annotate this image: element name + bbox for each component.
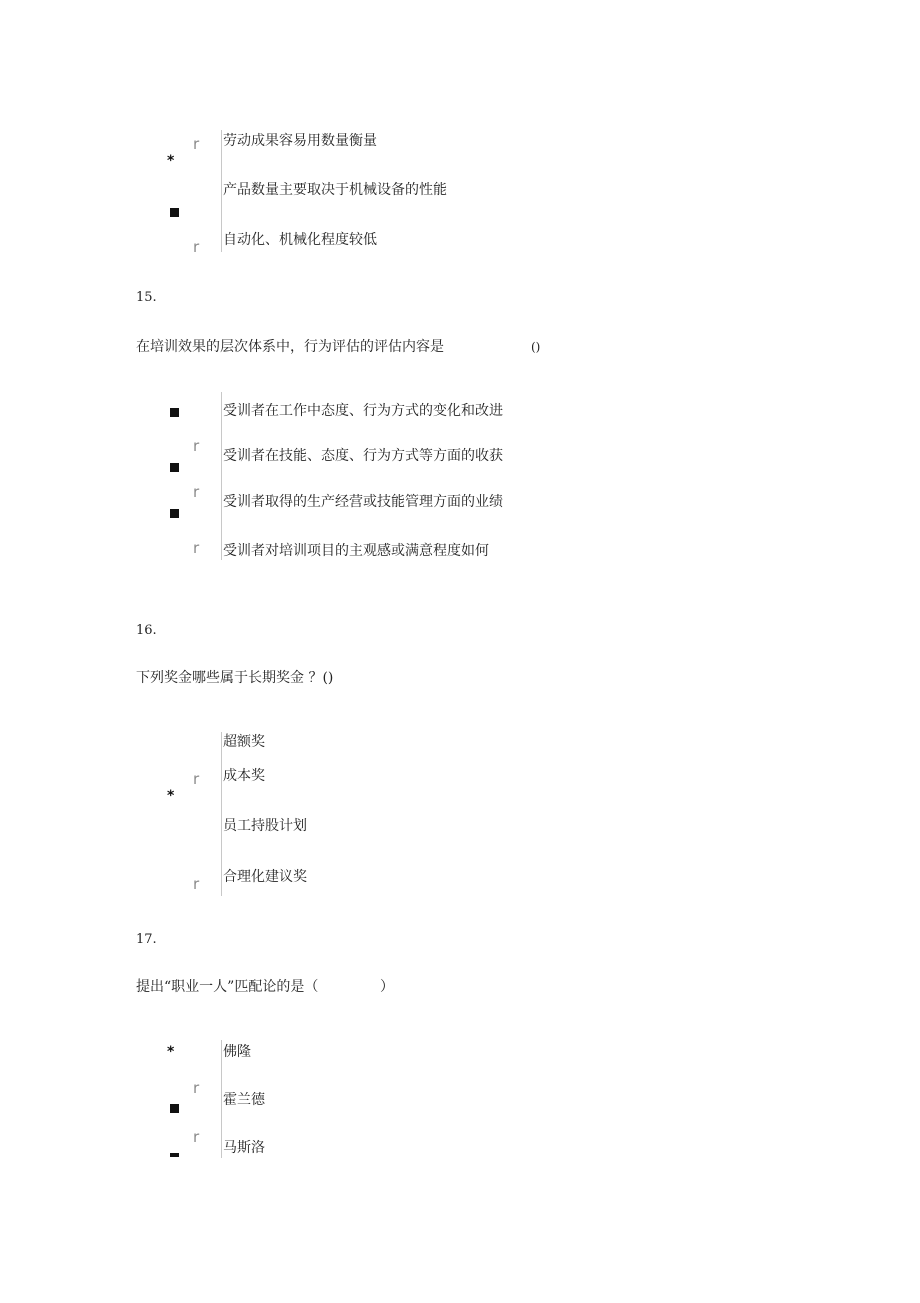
square-marker <box>170 1104 179 1113</box>
option-label: 劳动成果容易用数量衡量 <box>223 133 377 149</box>
option-label: 马斯洛 <box>223 1140 265 1156</box>
radio-button[interactable]: r <box>193 437 200 455</box>
question-number: 17. <box>136 932 157 947</box>
radio-button[interactable]: r <box>193 539 200 557</box>
option-label: 产品数量主要取决于机械设备的性能 <box>223 182 447 198</box>
radio-button[interactable]: r <box>193 135 200 153</box>
radio-button[interactable]: r <box>193 770 200 788</box>
square-marker <box>170 509 179 518</box>
option-label: 受训者取得的生产经营或技能管理方面的业绩 <box>223 494 503 510</box>
answer-paren: ） <box>380 979 394 995</box>
option-label: 自动化、机械化程度较低 <box>223 232 377 248</box>
option-label: 受训者在工作中态度、行为方式的变化和改进 <box>223 403 503 419</box>
radio-button[interactable]: r <box>193 483 200 501</box>
option-label: 员工持股计划 <box>223 818 307 834</box>
question-text: 提出“职业一人”匹配论的是（ <box>136 979 319 995</box>
star-marker: * <box>167 153 175 169</box>
square-marker <box>170 463 179 472</box>
option-label: 成本奖 <box>223 768 265 784</box>
options-divider <box>221 732 222 896</box>
question-number: 16. <box>136 623 157 638</box>
dash-marker <box>170 1153 179 1157</box>
radio-button[interactable]: r <box>193 875 200 893</box>
option-label: 受训者对培训项目的主观感或满意程度如何 <box>223 543 489 559</box>
radio-button[interactable]: r <box>193 238 200 256</box>
question-text: 在培训效果的层次体系中，行为评估的评估内容是 <box>136 339 444 355</box>
option-label: 合理化建议奖 <box>223 869 307 885</box>
option-label: 受训者在技能、态度、行为方式等方面的收获 <box>223 448 503 464</box>
square-marker <box>170 208 179 217</box>
radio-button[interactable]: r <box>193 1128 200 1146</box>
option-label: 佛隆 <box>223 1044 251 1060</box>
radio-button[interactable]: r <box>193 1079 200 1097</box>
options-divider <box>221 392 222 560</box>
option-label: 超额奖 <box>223 734 265 750</box>
square-marker <box>170 408 179 417</box>
options-divider <box>221 130 222 252</box>
star-marker: * <box>167 1044 175 1060</box>
star-marker: * <box>167 788 175 804</box>
question-number: 15. <box>136 290 157 305</box>
option-label: 霍兰德 <box>223 1092 265 1108</box>
answer-paren: () <box>531 340 541 354</box>
options-divider <box>221 1040 222 1158</box>
question-text: 下列奖金哪些属于长期奖金 ？() <box>136 670 334 686</box>
